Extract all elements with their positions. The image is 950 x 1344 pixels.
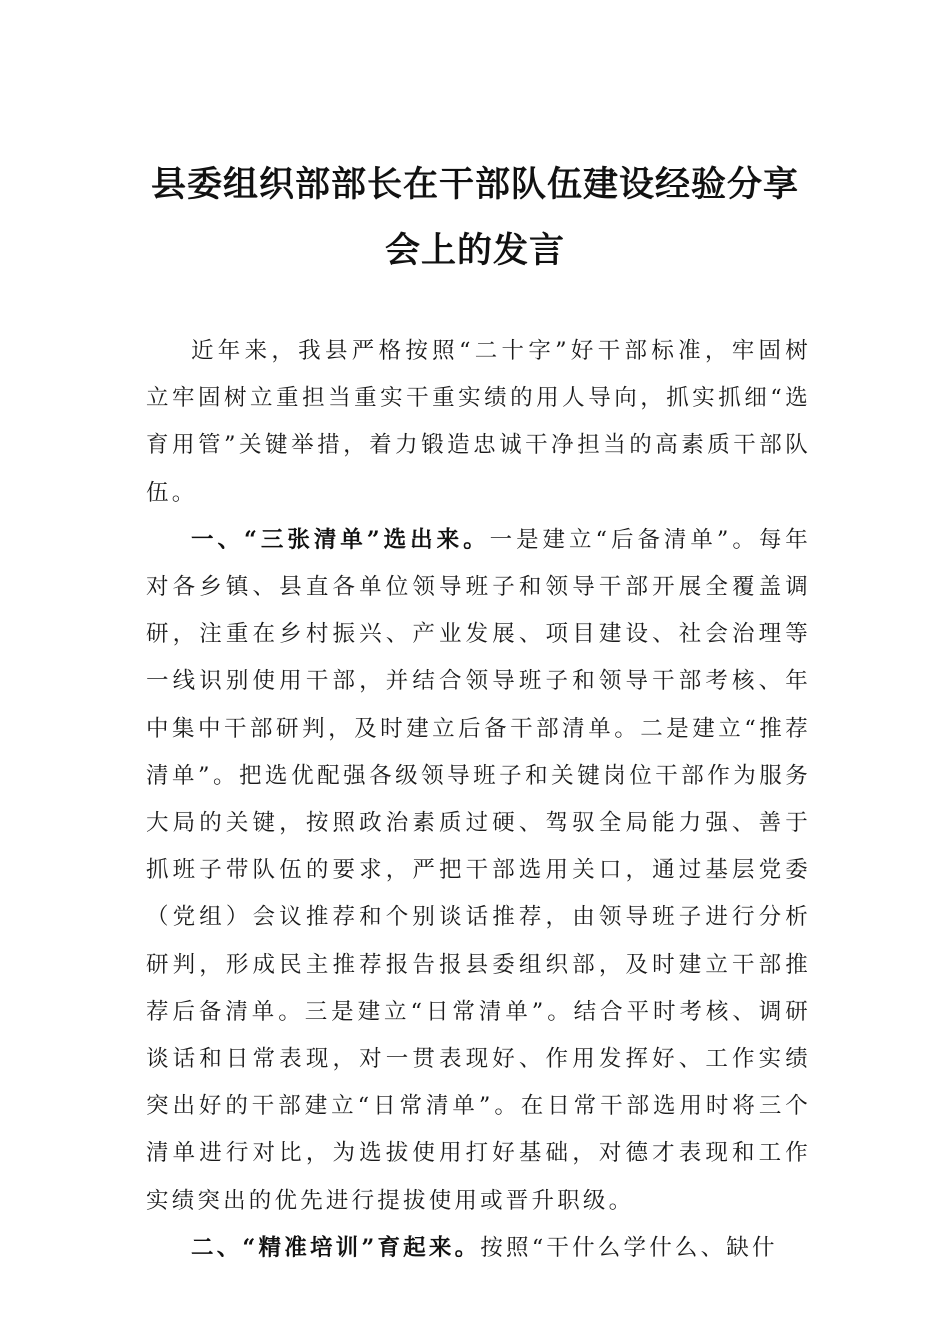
section-heading: 二、“精准培训”育起来。 (191, 1234, 481, 1261)
paragraph-text: 按照“干什么学什么、缺什 (480, 1234, 778, 1261)
paragraph-text: 一是建立“后备清单”。每年对各乡镇、县直各单位领导班子和领导干部开展全覆盖调研，注重在乡村振兴、产业发展、项目建设、社会治理等一线识别使用干部，并结合领导班子和领导干部考核、年中集中干部研判，及时建立后备干部清单。二是建立“推荐清单”。把选优配强各级领导班子和关键岗位干部作为服务大局的关键，按照政治素质过硬、驾驭全局能力强、善于抓班子带队伍的要求，严把干部选用关口，通过基层党委（党组）会议推荐和个别谈话推荐，由领导班子进行分析研判，形成民主推荐报告报县委组织部，及时建立干部推荐后备清单。三是建立“日常清单”。结合平时考核、调研谈话和日常表现，对一贯表现好、作用发挥好、工作实绩突出好的干部建立“日常清单”。在日常干部选用时将三个清单进行对比，为选拔使用打好基础，对德才表现和工作实绩突出的优先进行提拔使用或晋升职级。 (146, 526, 811, 1214)
paragraph-section-2 (146, 1225, 811, 1272)
section-heading: 一、“三张清单”选出来。 (191, 526, 490, 553)
document-title-line-1: 县委组织部部长在干部队伍建设经验分享 (150, 164, 799, 205)
document-title-line-2: 会上的发言 (384, 230, 565, 271)
paragraph-section-1 (146, 517, 811, 1225)
document-body (146, 328, 811, 1272)
paragraph-intro (146, 328, 811, 517)
paragraph-text: 近年来，我县严格按照“二十字”好干部标准，牢固树立牢固树立重担当重实干重实绩的用人导向，抓实抓细“选育用管”关键举措，着力锻造忠诚干净担当的高素质干部队伍。 (146, 338, 811, 506)
